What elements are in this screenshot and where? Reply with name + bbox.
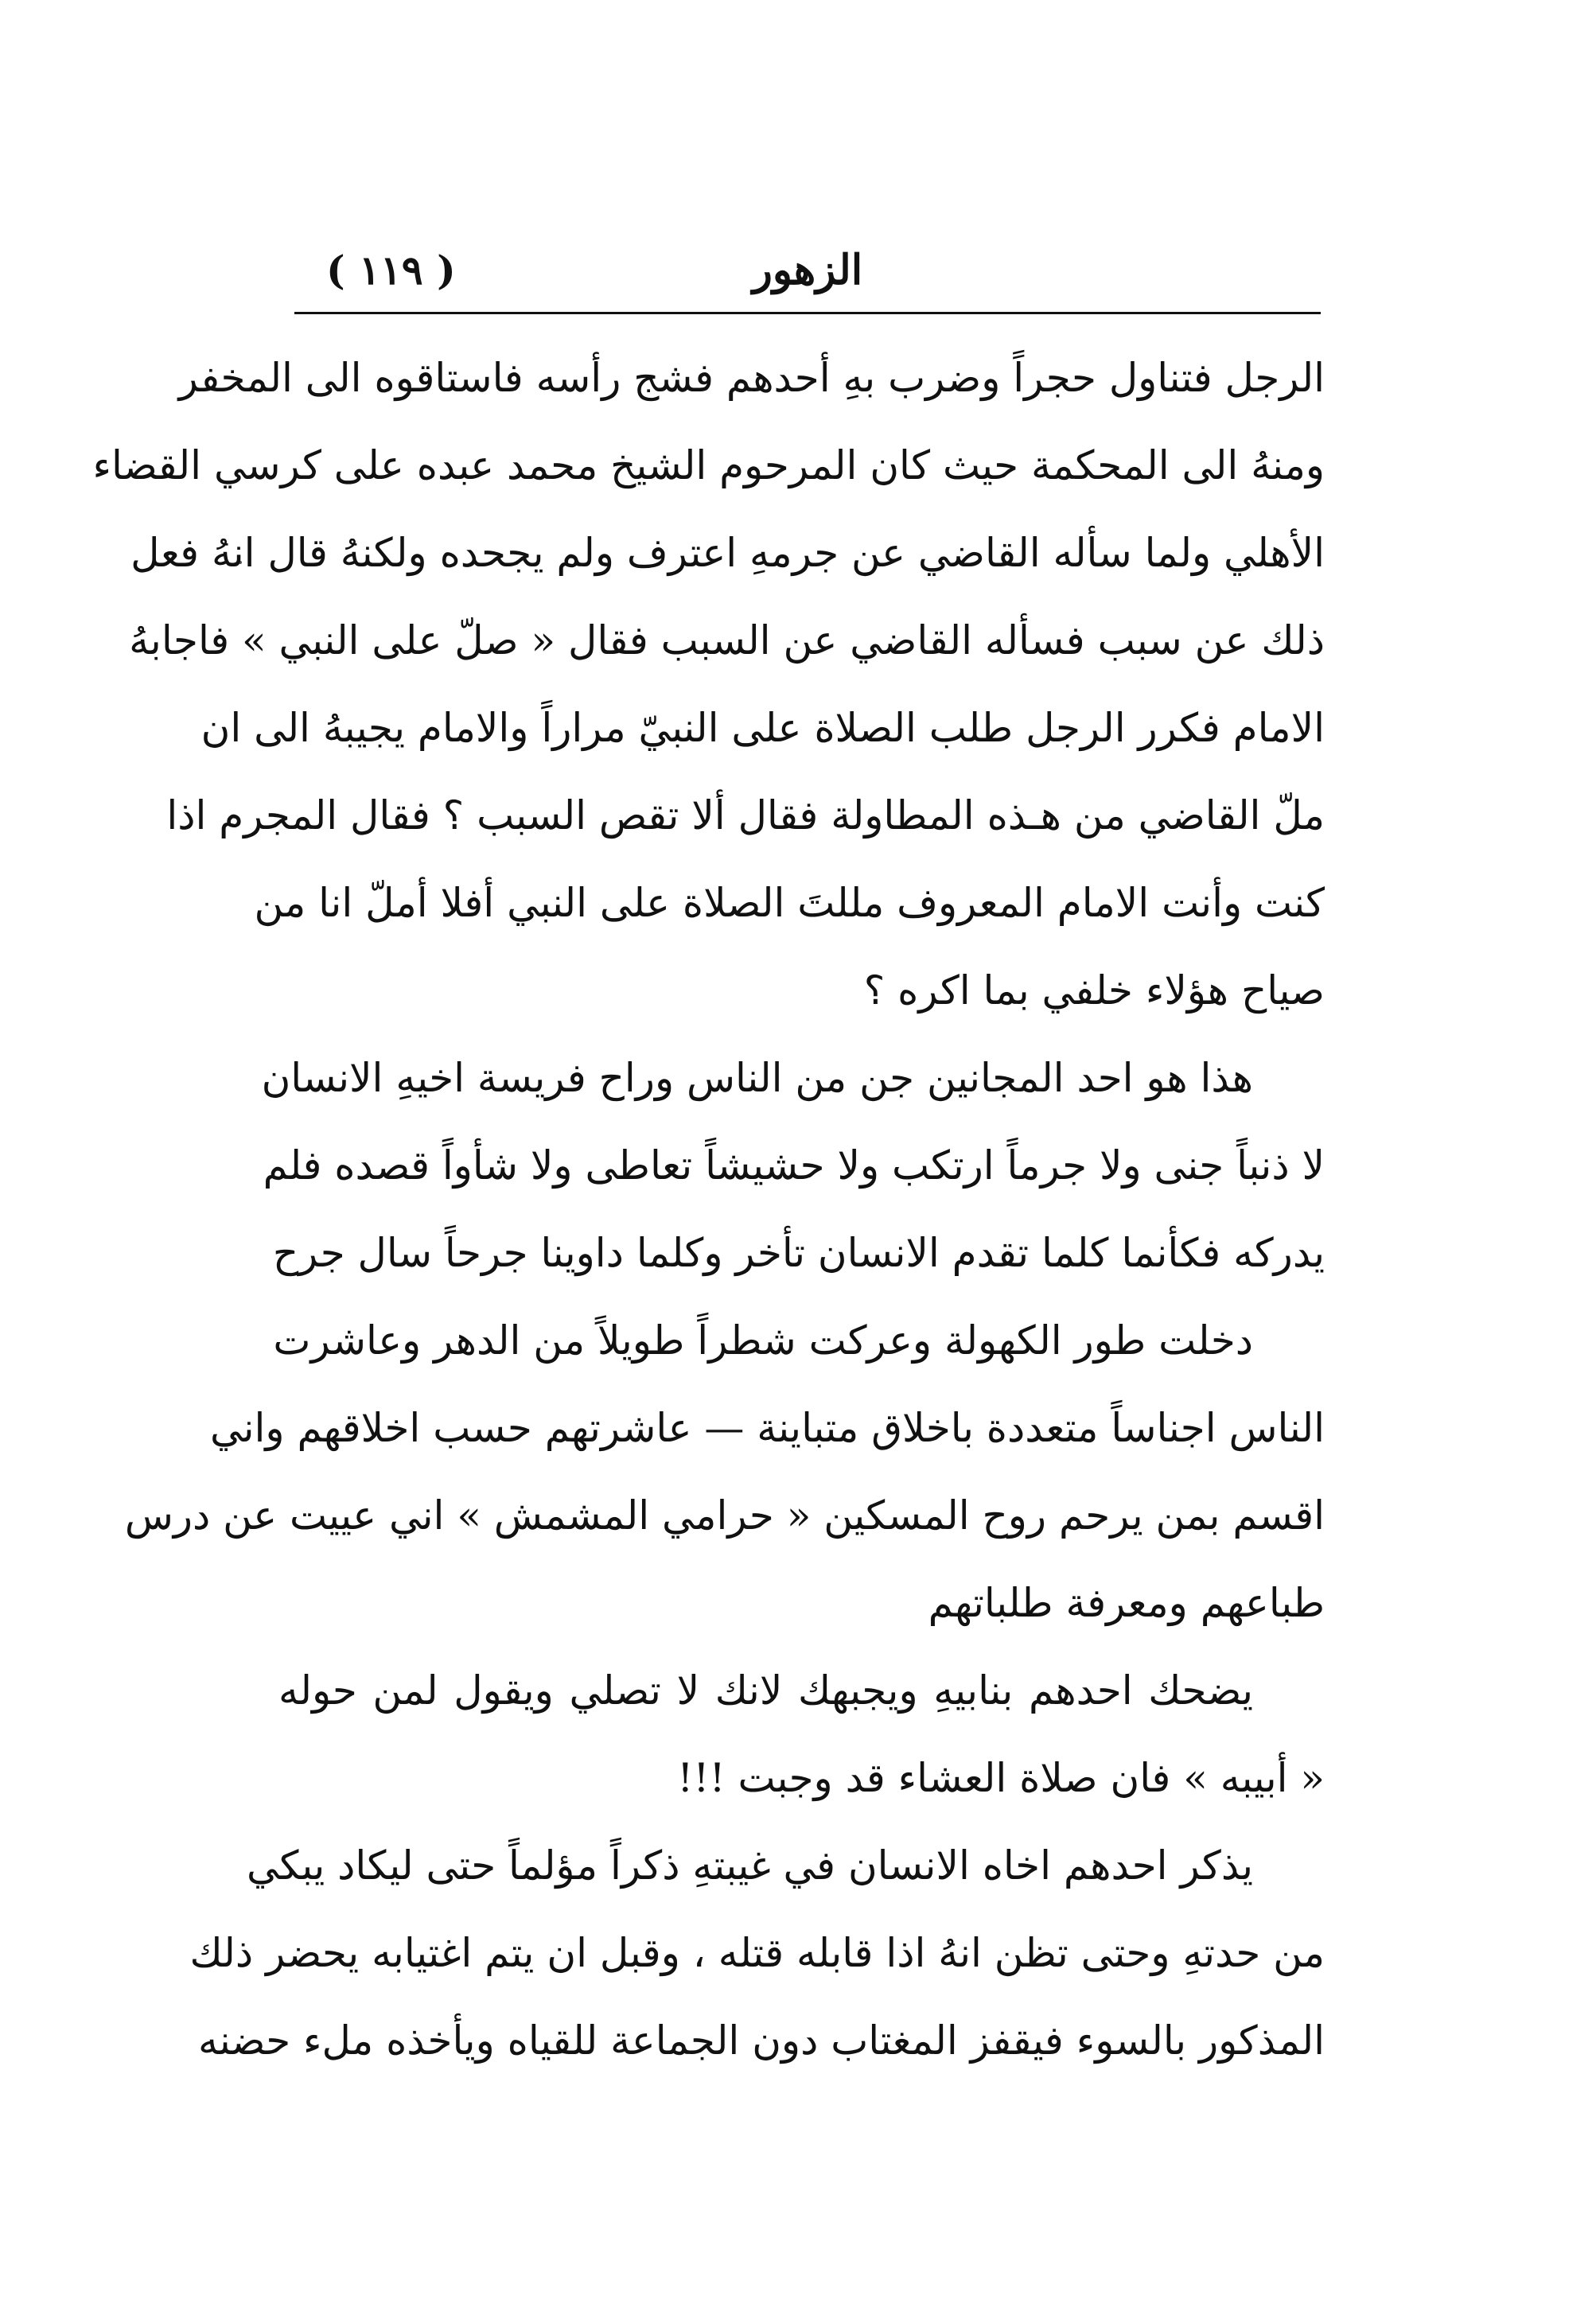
text-line: يدركه فكأنما كلما تقدم الانسان تأخر وكلما داوينا جرحاً سال جرح — [272, 1230, 1325, 1276]
text-line: الامام فكرر الرجل طلب الصلاة على النبيّ مراراً والامام يجيبهُ الى ان — [200, 705, 1325, 751]
text-line: « أبيبه » فان صلاة العشاء قد وجبت !!! — [677, 1755, 1325, 1801]
page-header — [294, 239, 1321, 302]
text-line: ومنهُ الى المحكمة حيث كان المرحوم الشيخ محمد عبده على كرسي القضاء — [92, 442, 1325, 488]
text-line: طباعهم ومعرفة طلباتهم — [928, 1580, 1325, 1626]
text-line: المذكور بالسوء فيقفز المغتاب دون الجماعة للقياه ويأخذه ملء حضنه — [197, 2017, 1325, 2064]
text-line: يضحك احدهم بنابيهِ ويجبهك لانك لا تصلي ويقول لمن حوله — [278, 1667, 1253, 1714]
header-rule — [294, 312, 1321, 314]
text-line: ملّ القاضي من هـذه المطاولة فقال ألا تقص السبب ؟ فقال المجرم اذا — [166, 792, 1325, 838]
text-line: الرجل فتناول حجراً وضرب بهِ أحدهم فشج رأسه فاستاقوه الى المخفر — [178, 355, 1325, 401]
text-line: هذا هو احد المجانين جن من الناس وراح فريسة اخيهِ الانسان — [261, 1055, 1253, 1101]
text-line: ذلك عن سبب فسأله القاضي عن السبب فقال « صلّ على النبي » فاجابهُ — [129, 617, 1325, 663]
page-number: ( ١١٩ ) — [326, 247, 456, 294]
text-line: دخلت طور الكهولة وعركت شطراً طويلاً من الدهر وعاشرت — [273, 1317, 1253, 1364]
running-title: الزهور — [752, 246, 863, 294]
text-line: اقسم بمن يرحم روح المسكين « حرامي المشمش » اني عييت عن درس — [124, 1492, 1325, 1539]
text-line: لا ذنباً جنى ولا جرماً ارتكب ولا حشيشاً تعاطى ولا شأواً قصده فلم — [263, 1142, 1325, 1189]
text-line: صياح هؤلاء خلفي بما اكره ؟ — [863, 967, 1325, 1014]
page-body — [92, 334, 1325, 2084]
text-line: كنت وأنت الامام المعروف مللتَ الصلاة على النبي أفلا أملّ انا من — [254, 880, 1325, 926]
text-line: الناس اجناساً متعددة باخلاق متباينة — عاشرتهم حسب اخلاقهم واني — [209, 1405, 1325, 1451]
text-line: الأهلي ولما سأله القاضي عن جرمهِ اعترف ولم يجحده ولكنهُ قال انهُ فعل — [130, 530, 1325, 576]
text-line: يذكر احدهم اخاه الانسان في غيبتهِ ذكراً مؤلماً حتى ليكاد يبكي — [246, 1842, 1253, 1889]
text-line: من حدتهِ وحتى تظن انهُ اذا قابله قتله ، وقبل ان يتم اغتيابه يحضر ذلك — [189, 1930, 1325, 1976]
